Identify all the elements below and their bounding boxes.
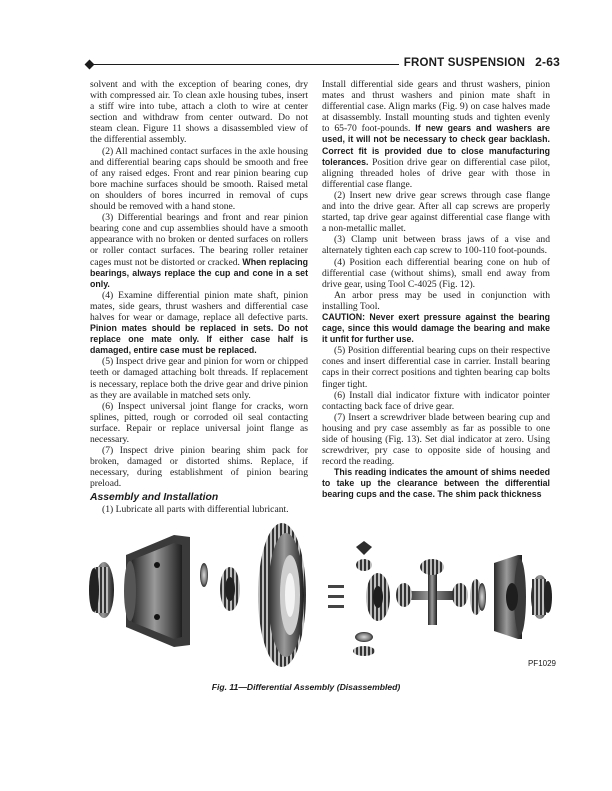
- right-column: [322, 79, 550, 501]
- case-half-right: [494, 555, 526, 639]
- side-gear-right: [470, 579, 486, 615]
- paragraph-text: (4) Examine differential pinion mate shaft, pinion mates, side gears, thrust washers and differential case halves for wear or damage, replace all defective parts.: [90, 289, 308, 323]
- paragraph: (6) Inspect universal joint flange for cracks, worn splines, pitted, rough or corroded oil seal contacting surface. Repair or replace universal joint flange as necessary.: [90, 400, 308, 445]
- paragraph: (4) Position each differential bearing cone on hub of differential case (without shims), small end away from drive gear, using Tool C-4025 (Fig. 12).: [322, 256, 550, 290]
- paragraph: [90, 212, 308, 290]
- pinion-mates-note: Pinion mates should be replaced in sets. Do not replace one mate only. If either case half is damaged, entire case must be replaced.: [90, 323, 308, 356]
- bearing-cone-right: [531, 575, 552, 619]
- bearing-replacement-note: When replacing bearings, always replace the cup and cone in a set only.: [90, 256, 308, 289]
- paragraph: (5) Position differential bearing cups on their respective cones and insert differential case in carrier. Install bearing caps in their correct positions and tighten bearing cap bolts finger tight.: [322, 345, 550, 390]
- paragraph: (1) Lubricate all parts with differential lubricant.: [102, 504, 289, 516]
- ring-gear: [258, 523, 306, 667]
- figure-code: PF1029: [527, 659, 556, 668]
- gear-screws: [328, 585, 344, 608]
- shim-reading-note: This reading indicates the amount of shims needed to take up the clearance between the differential bearing cups and the case. The shim pack thickness: [322, 467, 550, 500]
- paragraph: solvent and with the exception of bearing cones, dry with compressed air. To clean axle housing tubes, insert a stiff wire into tube, attach a cloth to wire at center section and withdraw from center outward. Do not steam clean. Figure 11 shows a disassembled view of the differential assembly.: [90, 79, 308, 146]
- paragraph: [90, 290, 308, 357]
- paragraph: (5) Inspect drive gear and pinion for worn or chipped teeth or damaged attaching bolt threads. If replacement is necessary, replace both the drive gear and drive pinion as they are available in matched sets only.: [90, 356, 308, 401]
- thrust-washer: [200, 563, 208, 587]
- page-number: 2-63: [535, 55, 560, 69]
- section-heading: Assembly and Installation: [90, 492, 219, 504]
- paragraph: An arbor press may be used in conjunction with installing Tool.: [322, 289, 550, 312]
- paragraph: (6) Install dial indicator fixture with indicator pointer contacting back face of drive gear.: [322, 389, 550, 412]
- bearing-cone-left: [89, 562, 114, 618]
- paragraph: (7) Inspect drive pinion bearing shim pack for broken, damaged or distorted shims. Replace, if necessary, during establishment of pinion bearing preload.: [90, 445, 308, 490]
- gear-backlash-note: If new gears and washers are used, it will not be necessary to check gear backlash. Correct fit is provided due to close manufacturing tolerances.: [322, 123, 550, 167]
- paragraph: (2) Insert new drive gear screws through case flange and into the drive gear. After all cap screws are properly started, tap drive gear against differential case flange with a non-metallic mallet.: [322, 189, 550, 235]
- pinion-mate-shaft: [396, 559, 468, 625]
- case-half-left: [124, 535, 190, 647]
- caution-note: CAUTION: Never exert pressure against the bearing cage, since this would damage the bearing and make it unfit for further use.: [322, 311, 550, 345]
- paragraph: [322, 79, 550, 190]
- pinion-mates-cluster: [353, 541, 390, 656]
- section-title: FRONT SUSPENSION: [403, 57, 526, 69]
- figure-caption: Fig. 11—Differential Assembly (Disassembled): [211, 682, 401, 692]
- side-gear-left: [220, 567, 240, 611]
- running-header: [399, 55, 560, 69]
- left-column: [90, 79, 308, 516]
- paragraph: (7) Insert a screwdriver blade between bearing cup and housing and pry case assembly as far as possible to one side of housing (Fig. 13). Set dial indicator at zero. Using screwdriver, pry case to opposite side of housing and record the reading.: [322, 411, 550, 468]
- paragraph-text: (3) Differential bearings and front and rear pinion bearing cone and cup assemblies should have a smooth appearance with no broken or dented surfaces on rollers or roller contact surfaces. The bearing roller retainer cages must not be distorted or cracked.: [90, 212, 308, 268]
- paragraph: (2) All machined contact surfaces in the axle housing and differential bearing caps should be smooth and free of any raised edges. Front and rear pinion bearing cup bore machine surfaces should be smooth. Raised metal on shoulders of bores incurred in removal of cups should be removed with a hand stone.: [90, 145, 308, 213]
- paragraph: (3) Clamp unit between brass jaws of a vise and alternately tighten each cap screw to 100-110 foot-pounds.: [322, 234, 550, 257]
- paragraph-text: Position drive gear on differential case pilot, aligning threaded holes of drive gear with those in differential case flange.: [322, 156, 550, 190]
- paragraph-text: Install differential side gears and thrust washers, pinion mates and thrust washers and pinion mate shaft in differential case. Align marks (Fig. 9) on case halves made at disassembly. Install mounting studs and tighten evenly to 65-70 foot-pounds.: [322, 79, 550, 135]
- differential-assembly-figure: [82, 515, 558, 682]
